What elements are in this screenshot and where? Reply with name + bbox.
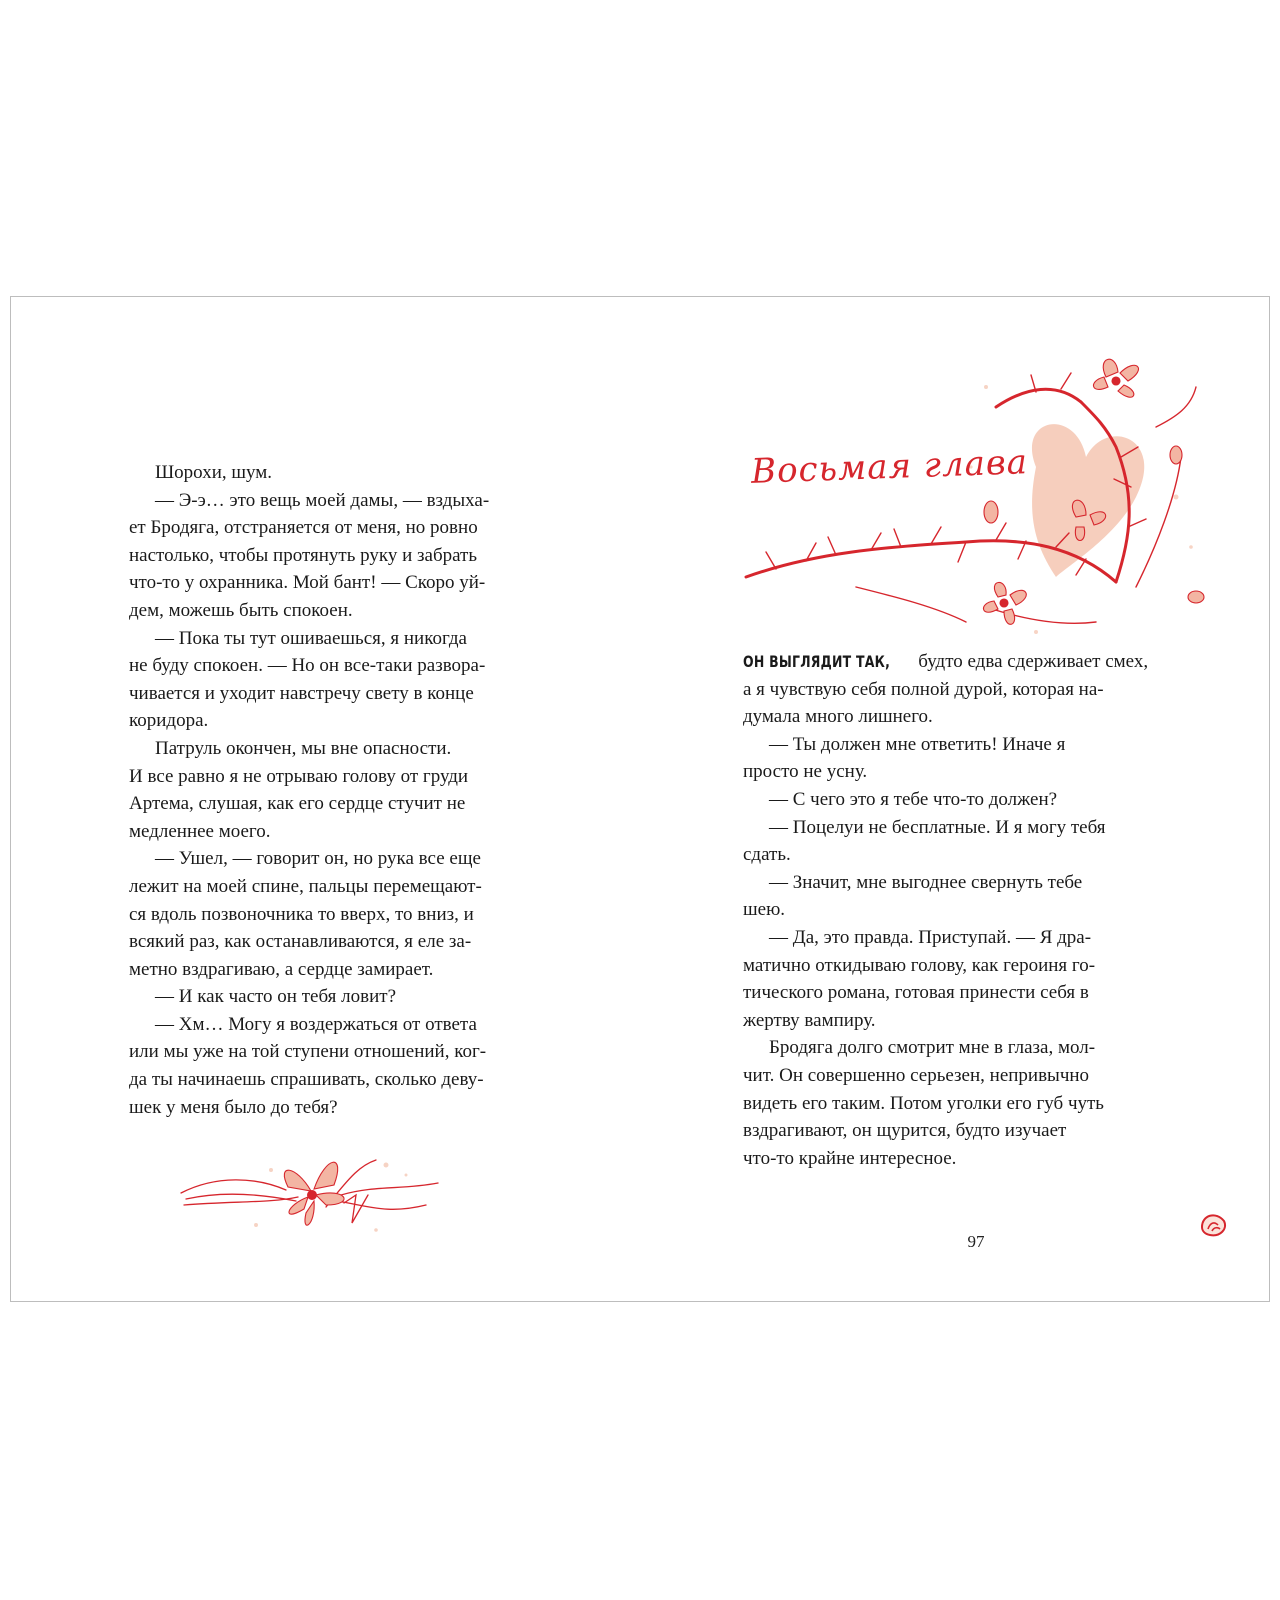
flower-bud-mark-icon xyxy=(1196,1207,1230,1241)
page-number: 97 xyxy=(967,1232,985,1251)
paragraph: — Э-э… это вещь моей дамы, — вздыха- ет Бродяга, отстраняется от меня, но ровно настолько, чтобы протянуть руку и забрать что-то у охранника. Мой бант! — Скоро уй- дем, можешь быть спокоен. xyxy=(129,489,490,621)
paragraph: — И как часто он тебя ловит? xyxy=(155,986,396,1008)
paragraph: — Хм… Могу я воздержаться от ответа или мы уже на той ступени отношений, ког- да ты начинаешь спрашивать, сколько деву- шек у меня было до тебя? xyxy=(129,1013,487,1118)
left-page-text xyxy=(129,459,525,1121)
paragraph xyxy=(743,648,1155,731)
paragraph: — Ушел, — говорит он, но рука все еще лежит на моей спине, пальцы перемещают- ся вдоль позвоночника то вверх, то вниз, и всякий раз, как останавливаются, я еле за- метно вздрагиваю, а сердце замирает. xyxy=(129,848,482,980)
paragraph: — Да, это правда. Приступай. — Я дра- матично откидываю голову, как героиня го- тического романа, готовая принести себя в жертву вампиру. xyxy=(743,926,1096,1031)
paragraph: Патруль окончен, мы вне опасности. И все равно я не отрываю голову от груди Артема, слушая, как его сердце стучит не медленнее моего. xyxy=(129,737,469,842)
chapter-title: Восьмая глава xyxy=(750,442,1029,492)
paragraph: Бродяга долго смотрит мне в глаза, мол- чит. Он совершенно серьезен, непривычно видеть его таким. Потом уголки его губ чуть вздрагивают, он щурится, будто изучает что-то крайне интересное. xyxy=(743,1037,1104,1169)
first-paragraph-rest: будто едва сдерживает смех, а я чувствую себя полной дурой, которая на- думала много лишнего. xyxy=(743,651,1149,728)
paragraph: — Поцелуи не бесплатные. И я могу тебя сдать. xyxy=(743,816,1106,866)
paragraph: — Значит, мне выгоднее свернуть тебе шею. xyxy=(743,871,1083,921)
right-page xyxy=(641,297,1271,1301)
paragraph: — С чего это я тебе что-то должен? xyxy=(769,788,1058,810)
lead-caps: ОН ВЫГЛЯДИТ ТАК, xyxy=(743,652,891,671)
paragraph: — Ты должен мне ответить! Иначе я просто не усну. xyxy=(743,733,1066,783)
right-page-text xyxy=(743,648,1155,1172)
paragraph: — Пока ты тут ошиваешься, я никогда не буду спокоен. — Но он все-таки развора- чивается и уходит навстречу свету в конце коридора. xyxy=(129,627,486,732)
book-spread xyxy=(10,296,1270,1302)
paragraph: Шорохи, шум. xyxy=(155,462,273,483)
left-page xyxy=(11,297,641,1301)
thorn-branch-ornament-icon xyxy=(736,347,1206,647)
flower-ornament-icon xyxy=(176,1135,446,1243)
